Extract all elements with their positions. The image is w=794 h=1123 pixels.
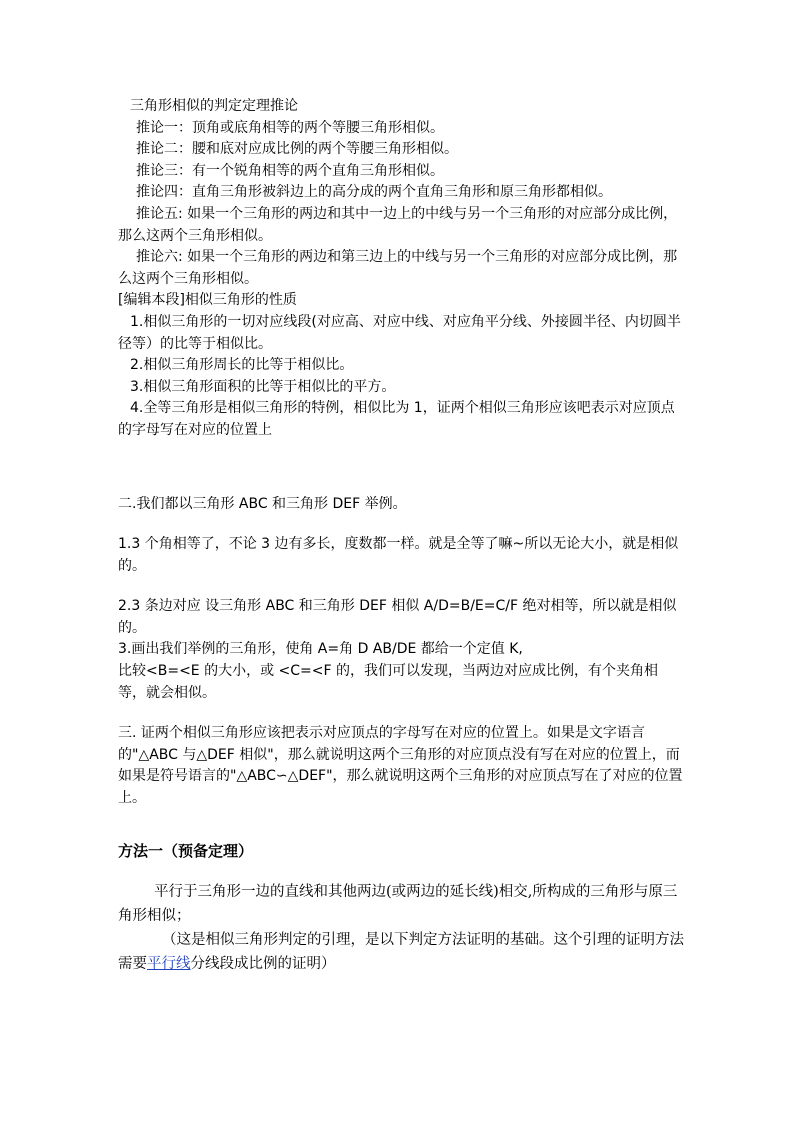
corollary-3: 推论三：有一个锐角相等的两个直角三角形相似。 xyxy=(136,162,444,179)
property-4: 4.全等三角形是相似三角形的特例，相似比为 1，证两个相似三角形应该吧表示对应顶点的字母写在对应的位置上 xyxy=(118,400,675,438)
spacer xyxy=(118,442,684,494)
corollary-title: 三角形相似的判定定理推论 xyxy=(130,98,298,114)
properties-title: [编辑本段]相似三角形的性质 xyxy=(118,292,297,309)
example-item-3-line-1: 3.画出我们举例的三角形，使角 A=角 D AB/DE 都给一个定值 K, xyxy=(118,641,523,658)
example-item-2: 2.3 条边对应 设三角形 ABC 和三角形 DEF 相似 A/D=B/E=C/F 绝对相等，所以就是相似的。 xyxy=(118,598,677,636)
example-item-1: 1.3 个角相等了，不论 3 边有多长，度数都一样。就是全等了嘛~所以无论大小，就是相似的。 xyxy=(118,536,679,574)
spacer xyxy=(118,704,684,723)
method-1-body xyxy=(118,880,684,976)
example-item-3-line-2: 比较<B=<E 的大小，或 <C=<F 的，我们可以发现，当两边对应成比例，有个夹角相等，就会相似。 xyxy=(118,663,659,701)
method-1-text-before-link: （这是相似三角形判定的引理，是以下判定方法证明的基础。这个引理的证明方法需要 xyxy=(118,931,684,972)
corollary-1: 推论一：顶角或底角相等的两个等腰三角形相似。 xyxy=(136,119,444,136)
spacer xyxy=(118,810,684,840)
notation-paragraph: 三. 证两个相似三角形应该把表示对应顶点的字母写在对应的位置上。如果是文字语言的"△ABC 与△DEF 相似"，那么就说明这两个三角形的对应顶点没有写在对应的位置上，而如果是符号语言的"△ABC∽△DEF"，那么就说明这两个三角形的对应顶点写在了对应的位置上。 xyxy=(118,725,683,807)
corollary-5: 推论五: 如果一个三角形的两边和其中一边上的中线与另一个三角形的对应部分成比例，那么这两个三角形相似。 xyxy=(118,205,678,244)
spacer xyxy=(118,862,684,880)
method-1-heading: 方法一（预备定理） xyxy=(118,841,254,860)
corollary-6: 推论六: 如果一个三角形的两边和第三边上的中线与另一个三角形的对应部分成比例，那么这两个三角形相似。 xyxy=(118,249,678,287)
spacer xyxy=(118,577,684,596)
corollary-2: 推论二：腰和底对应成比例的两个等腰三角形相似。 xyxy=(136,141,458,158)
spacer xyxy=(118,515,684,534)
method-1-paragraph-2 xyxy=(118,928,684,976)
property-2: 2.相似三角形周长的比等于相似比。 xyxy=(130,357,354,374)
property-3: 3.相似三角形面积的比等于相似比的平方。 xyxy=(130,378,396,395)
corollary-4: 推论四：直角三角形被斜边上的高分成的两个直角三角形和原三角形都相似。 xyxy=(136,184,612,201)
document-page xyxy=(118,96,684,976)
method-1-text-after-link: 分线段成比例的证明） xyxy=(190,955,336,972)
parallel-lines-link[interactable]: 平行线 xyxy=(147,955,191,972)
property-1: 1.相似三角形的一切对应线段(对应高、对应中线、对应角平分线、外接圆半径、内切圆半径等）的比等于相似比。 xyxy=(118,313,681,352)
example-intro: 二.我们都以三角形 ABC 和三角形 DEF 举例。 xyxy=(118,495,407,512)
method-1-paragraph-1: 平行于三角形一边的直线和其他两边(或两边的延长线)相交,所构成的三角形与原三角形相似； xyxy=(118,883,678,924)
